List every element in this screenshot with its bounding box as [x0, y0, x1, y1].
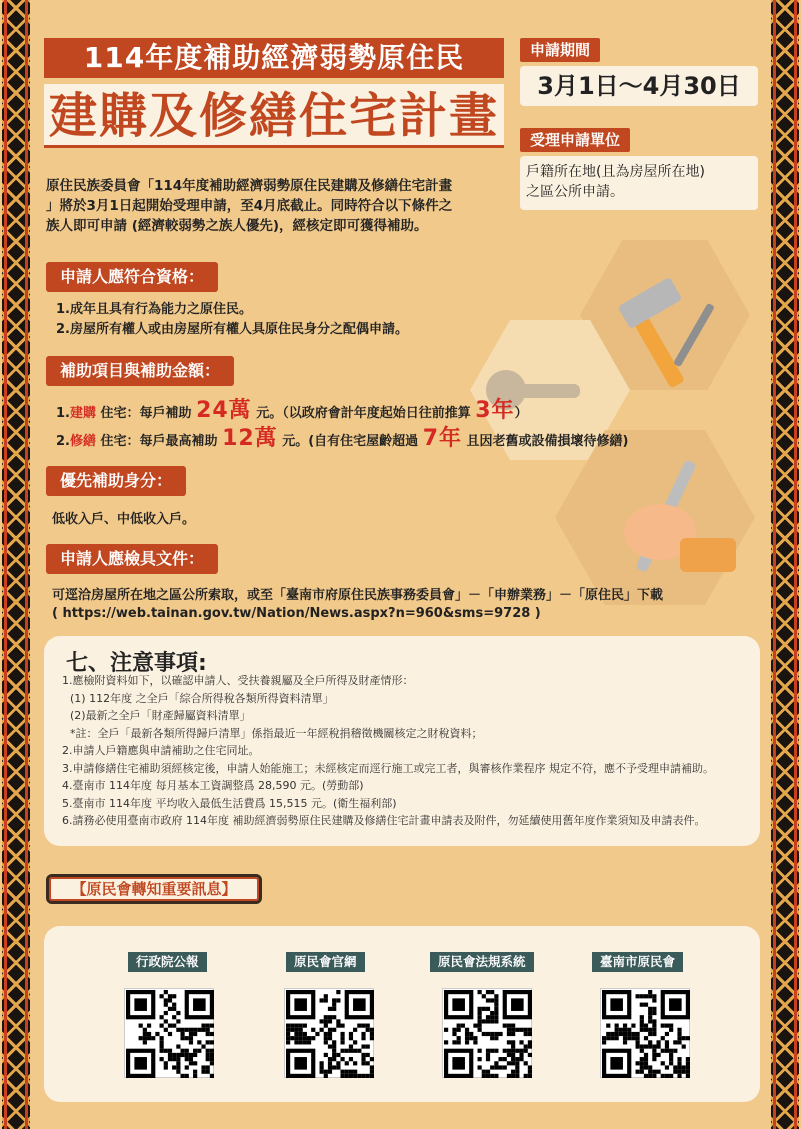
title-main: 建購及修繕住宅計畫 [44, 84, 504, 148]
notes-line: 4.臺南市 114年度 每月基本工資調整爲 28,590 元。(勞動部) [62, 779, 364, 792]
qr-panel [44, 926, 760, 1102]
qr-code-executive-gazette[interactable] [124, 988, 214, 1078]
qr-code-tainan-indigenous[interactable] [600, 988, 690, 1078]
subsidy-text: 住宅：每戶最高補助 [96, 434, 223, 449]
qr-code-cip-website[interactable] [284, 988, 374, 1078]
period-value: 3月1日～4月30日 [520, 66, 758, 106]
notice-banner: 【原民會轉知重要訊息】 [46, 874, 262, 904]
hammer-icon [600, 270, 730, 400]
subsidy-text: 元。（以政府會計年度起始日往前推算 [251, 406, 476, 421]
unit-value [520, 156, 758, 210]
subsidy-years: 7年 [422, 426, 462, 451]
intro-line: 」將於3月1日起開始受理申請，至4月底截止。同時符合以下條件之 [46, 198, 453, 214]
notes-line: 3.申請修繕住宅補助須經核定後，申請人始能施工；未經核定而逕行施工或完工者，與審核作業程序 規定不符，應不予受理申請補助。 [62, 761, 714, 775]
hand-wrench-icon [600, 450, 740, 590]
notes-list [62, 672, 714, 830]
subsidy-amount: 24萬 [196, 398, 252, 423]
subsidy-item-number: 2. [56, 434, 70, 449]
subsidy-heading: 補助項目與補助金額： [46, 356, 234, 386]
subsidy-item-number: 1. [56, 406, 70, 421]
subsidy-amount: 12萬 [222, 426, 278, 451]
notes-panel [44, 636, 760, 846]
documents-line: 可逕洽房屋所在地之區公所索取，或至「臺南市府原住民族事務委員會」－「申辦業務」－「原住民」下載 [52, 588, 664, 603]
intro-line: 族人即可申請 (經濟較弱勢之族人優先)，經核定即可獲得補助。 [46, 218, 428, 234]
subsidy-text: 元。(自有住宅屋齡超過 [277, 434, 423, 449]
subsidy-item-purchase [56, 398, 528, 427]
eligibility-item: 2.房屋所有權人或由房屋所有權人具原住民身分之配偶申請。 [56, 322, 408, 337]
notes-title: 七、注意事項: [66, 651, 207, 676]
subsidy-text: 住宅：每戶補助 [96, 406, 197, 421]
unit-value-line2: 之區公所申請。 [526, 184, 624, 200]
notes-line: 6.請務必使用臺南市政府 114年度 補助經濟弱勢原住民建購及修繕住宅計畫申請表及附件，勿延續使用舊年度作業須知及申請表件。 [62, 814, 706, 827]
notes-line: (2)最新之全戶「財產歸屬資料清單」 [70, 709, 251, 722]
qr-code-cip-regulations[interactable] [442, 988, 532, 1078]
qr-label-cip-regulations: 原民會法規系統 [430, 952, 534, 972]
subsidy-text: 且因老舊或設備損壞待修繕) [462, 434, 629, 449]
subsidy-item-repair [56, 426, 628, 455]
notes-line: *註：全戶「最新各類所得歸戶清單」係指最近一年經稅捐稽徵機關核定之財稅資料； [70, 726, 483, 740]
documents-heading: 申請人應檢具文件： [46, 544, 218, 574]
priority-value: 低收入戶、中低收入戶。 [52, 512, 196, 527]
notes-line: 2.申請人戶籍應與申請補助之住宅同址。 [62, 744, 260, 757]
priority-heading: 優先補助身分： [46, 466, 186, 496]
title-top: 114年度補助經濟弱勢原住民 [44, 38, 504, 78]
notes-line: 5.臺南市 114年度 平均收入最低生活費爲 15,515 元。(衛生福利部) [62, 796, 397, 810]
qr-label-tainan-indigenous: 臺南市原民會 [592, 952, 683, 972]
documents-url: ( https://web.tainan.gov.tw/Nation/News.aspx?n=960&sms=9728 ) [52, 606, 541, 621]
eligibility-heading: 申請人應符合資格： [46, 262, 218, 292]
intro-paragraph [46, 176, 512, 236]
subsidy-kind: 建購 [69, 406, 96, 421]
subsidy-years: 3年 [475, 398, 515, 423]
right-tribal-border [771, 0, 799, 1129]
intro-line: 原住民族委員會「114年度補助經濟弱勢原住民建購及修繕住宅計畫 [46, 178, 453, 194]
subsidy-kind: 修繕 [69, 434, 96, 449]
subsidy-text: ） [514, 406, 528, 421]
notes-line: (1) 112年度 之全戶「綜合所得稅各類所得資料清單」 [70, 691, 334, 705]
period-label: 申請期間 [520, 38, 600, 62]
qr-label-executive-gazette: 行政院公報 [128, 952, 207, 972]
qr-label-cip-website: 原民會官網 [286, 952, 365, 972]
notes-line: 1.應檢附資料如下，以確認申請人、受扶養親屬及全戶所得及財產情形： [62, 674, 414, 687]
left-tribal-border [2, 0, 30, 1129]
unit-value-line1: 戶籍所在地(且為房屋所在地) [526, 164, 705, 180]
eligibility-item: 1.成年且具有行為能力之原住民。 [56, 302, 252, 317]
unit-label: 受理申請單位 [520, 128, 630, 152]
